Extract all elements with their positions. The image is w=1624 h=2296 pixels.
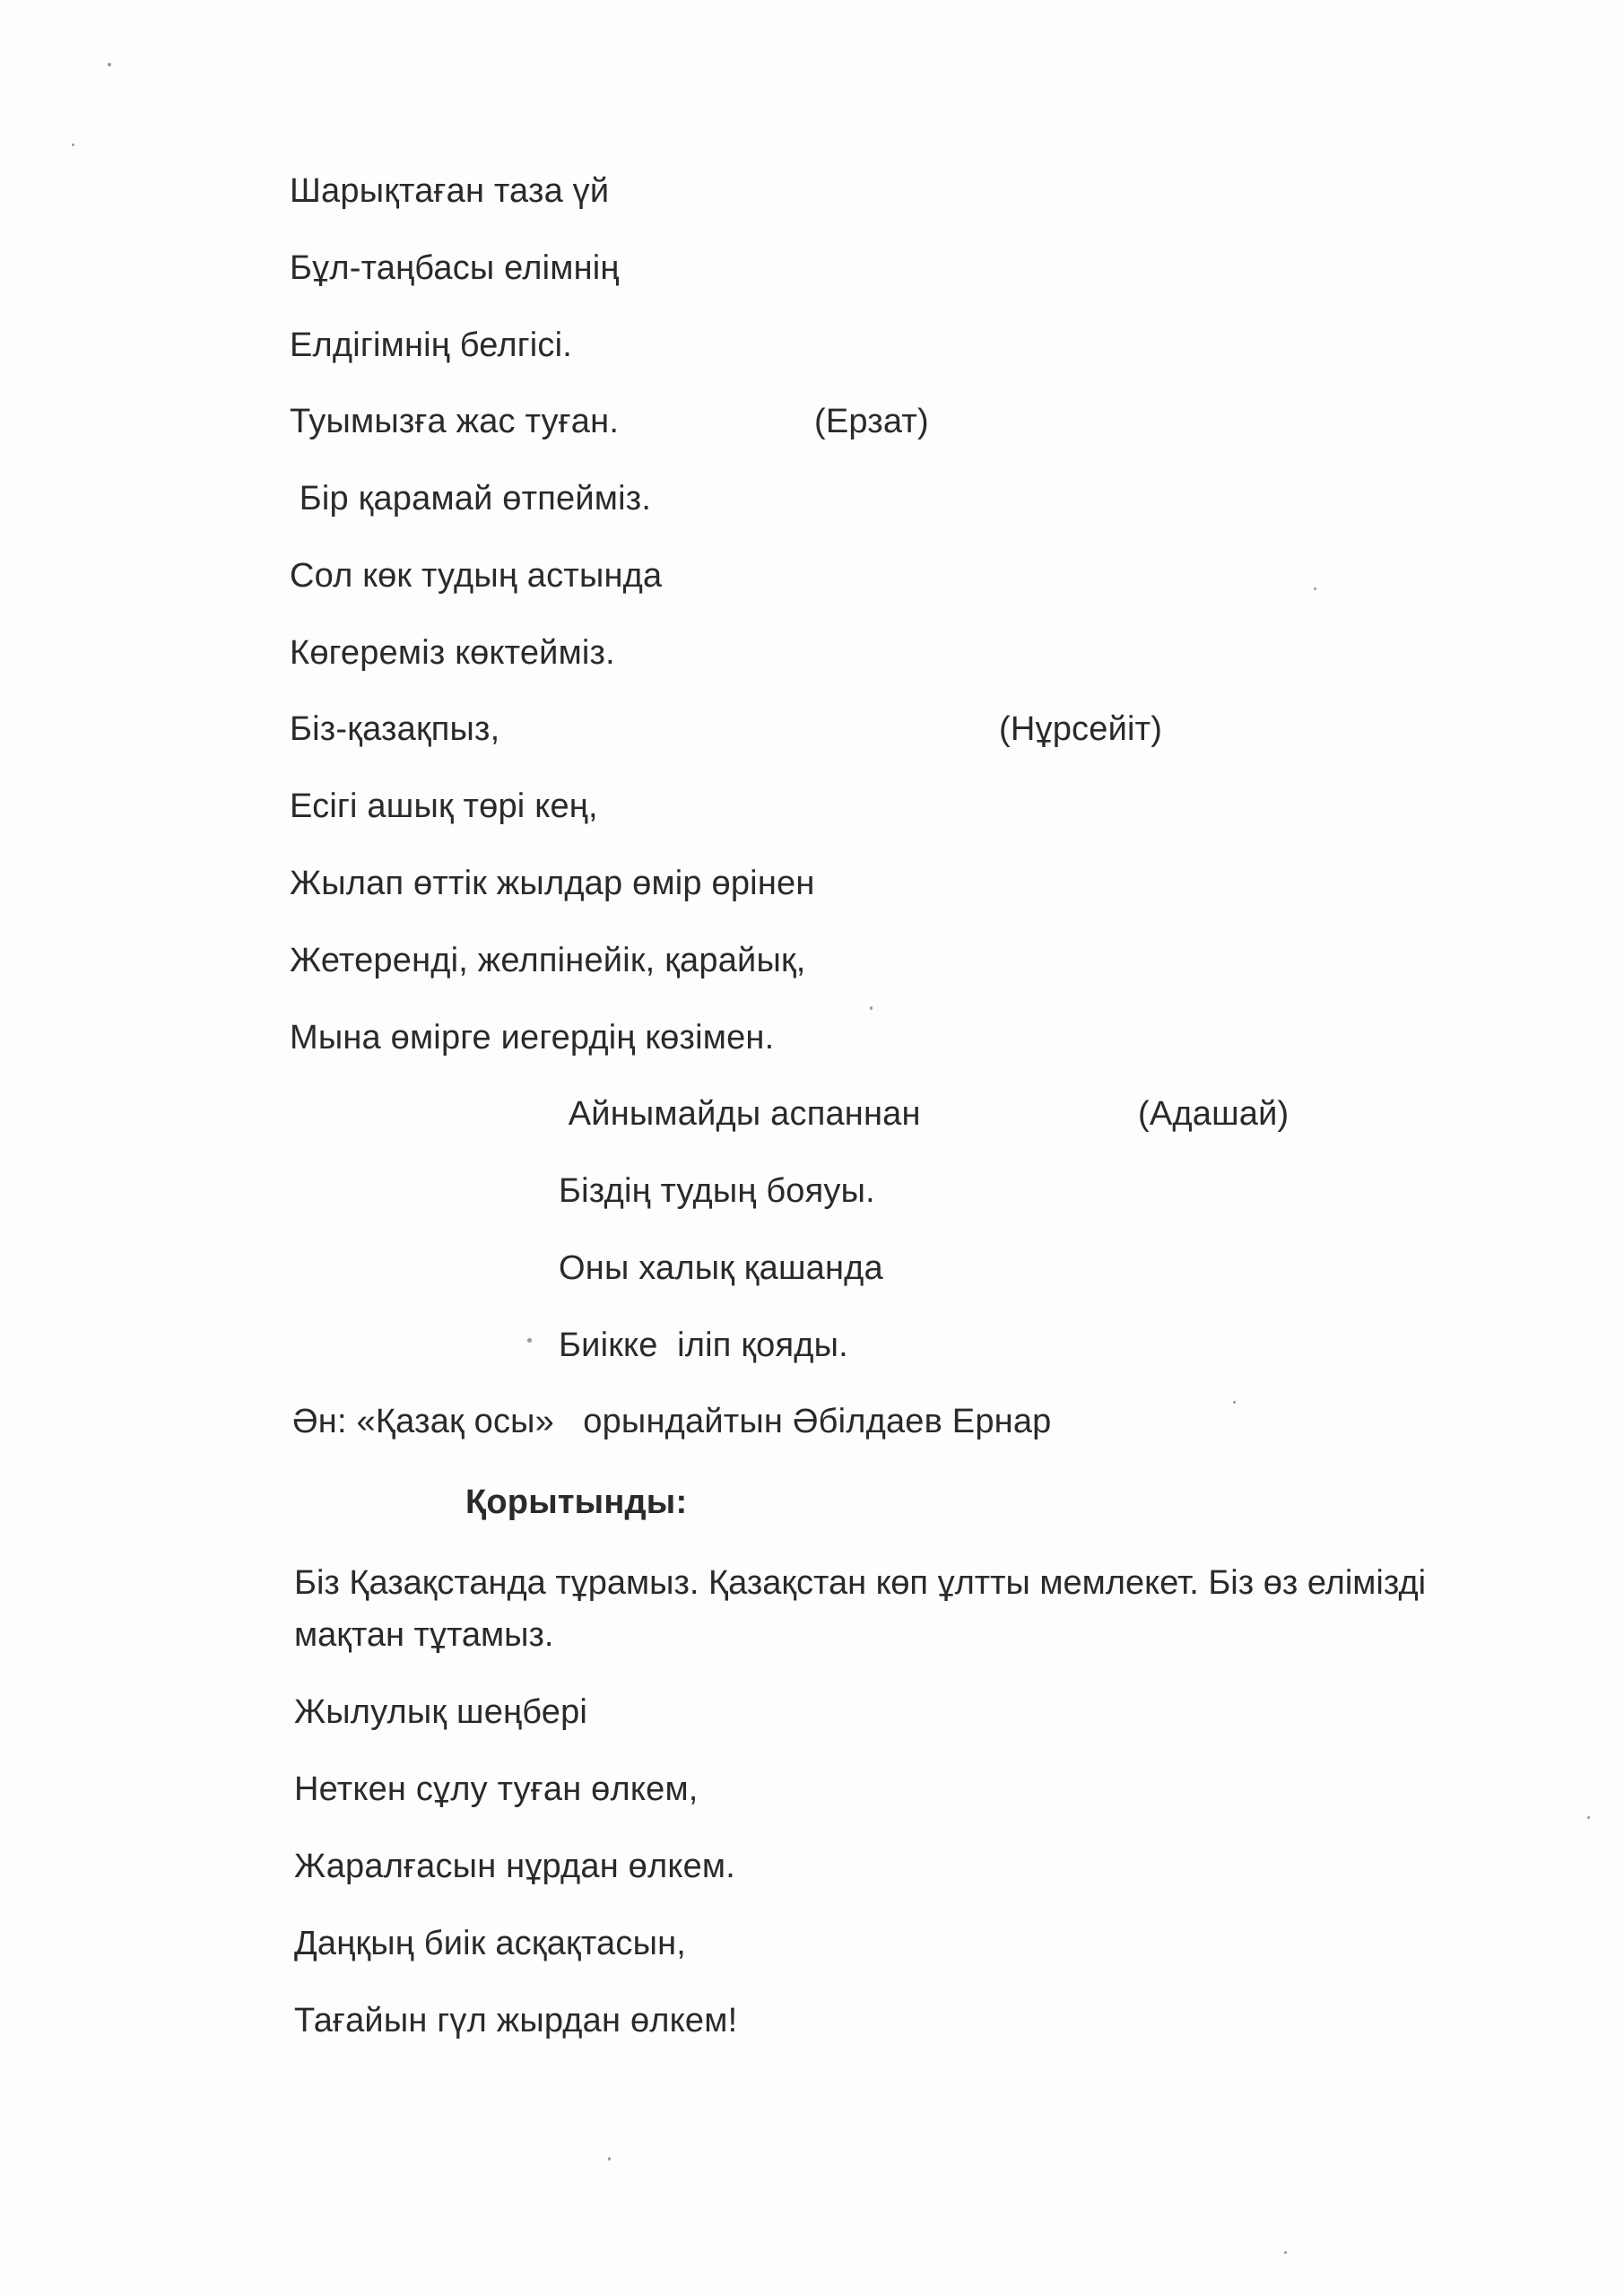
verse-line: Есігі ашық төрі кең, <box>290 787 598 825</box>
scan-speck <box>108 63 111 66</box>
scan-speck <box>608 2157 611 2161</box>
speaker-label: (Нұрсейіт) <box>999 710 1163 748</box>
speaker-label: (Адашай) <box>1138 1095 1290 1133</box>
verse-line: Сол көк тудың астында <box>290 557 663 595</box>
scan-speck <box>870 1006 873 1010</box>
scan-speck <box>527 1338 532 1343</box>
verse-line: Біз-қазақпыз, <box>290 710 500 748</box>
speaker-label: (Ерзат) <box>814 403 929 440</box>
verse-line: Айнымайды аспаннан <box>559 1095 921 1133</box>
conclusion-paragraph: Біз Қазақстанда тұрамыз. Қазақстан көп ұлтты мемлекет. Біз өз елімізді мақтан тұтамыз. <box>294 1564 1427 1654</box>
scan-speck <box>1314 587 1316 590</box>
scan-speck <box>1284 2251 1287 2254</box>
verse-line: Бір қарамай өтпейміз. <box>290 480 652 517</box>
verse-line: Жаралғасын нұрдан өлкем. <box>294 1848 736 1885</box>
verse-line: Көгереміз көктейміз. <box>290 634 615 672</box>
scan-speck <box>1587 1816 1590 1819</box>
song-credit: Ән: «Қазақ осы» орындайтын Әбілдаев Ернар <box>292 1403 1052 1440</box>
scan-speck <box>72 144 74 146</box>
verse-line: Елдігімнің белгісі. <box>290 326 573 364</box>
verse-line: Мына өмірге иегердің көзімен. <box>290 1019 775 1057</box>
verse-line: Біздің тудың бояуы. <box>559 1172 875 1210</box>
conclusion-heading: Қорытынды: <box>465 1483 688 1521</box>
verse-line: Бұл-таңбасы елімнің <box>290 249 620 287</box>
verse-line: Туымызға жас туған. <box>290 403 620 440</box>
verse-line: Даңқың биік асқақтасын, <box>294 1925 687 1962</box>
verse-line: Тағайын гүл жырдан өлкем! <box>294 2002 738 2039</box>
section-line: Жылулық шеңбері <box>294 1693 588 1731</box>
verse-line: Оны халық қашанда <box>559 1249 883 1287</box>
verse-line: Неткен сұлу туған өлкем, <box>294 1770 699 1808</box>
scan-speck <box>1233 1401 1236 1404</box>
verse-line: Жылап өттік жылдар өмір өрінен <box>290 865 815 902</box>
verse-line: Шарықтаған таза үй <box>290 172 610 210</box>
verse-line: Биікке іліп қояды. <box>559 1326 848 1364</box>
verse-line: Жетеренді, желпінейік, қарайық, <box>290 942 806 979</box>
